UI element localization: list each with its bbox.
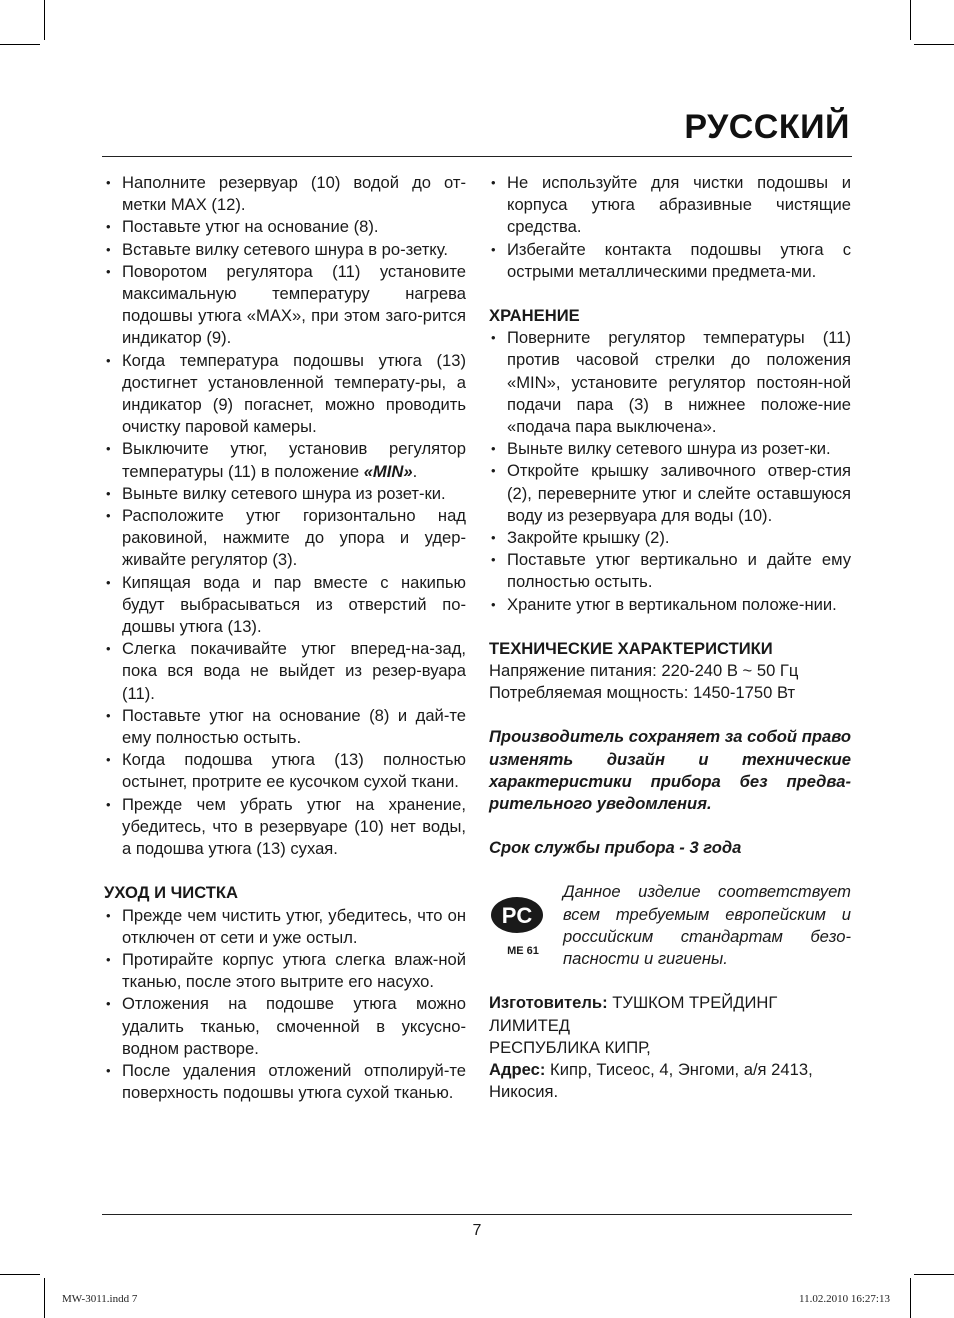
manufacturer-line — [489, 992, 851, 1036]
manufacturer-label: Изготовитель: — [489, 993, 608, 1013]
address-value: Кипр, Тисеос, 4, Энгоми, а/я 2413, Никосия. — [489, 1059, 813, 1102]
list-item: • Выньте вилку сетевого шнура из розет-ки. — [489, 438, 851, 460]
list-item: • Выньте вилку сетевого шнура из розет-ки. — [104, 483, 466, 505]
certification-text: Данное изделие соответствует всем требуемым европейским и российским стандартам безо-пасности и гигиены. — [563, 882, 851, 969]
list-item: • Наполните резервуар (10) водой до от-метки MAX (12). — [104, 172, 466, 216]
list-item: • Отложения на подошве утюга можно удалить тканью, смоченной в уксусно-водном растворе. — [104, 993, 466, 1060]
address-label: Адрес: — [489, 1059, 546, 1079]
cert-code: ME 61 — [507, 944, 539, 957]
certification-block — [489, 881, 851, 970]
address-line — [489, 1059, 851, 1103]
pct-mark-icon — [489, 895, 545, 935]
crop-mark — [0, 1274, 40, 1275]
svg-text:PC: PC — [501, 903, 533, 929]
list-item: • Когда подошва утюга (13) полностью остынет, протрите ее кусочком сухой ткани. — [104, 749, 466, 793]
manufacturer-value: ТУШКОМ ТРЕЙДИНГ ЛИМИТЕД — [489, 993, 778, 1035]
list-item: • Избегайте контакта подошвы утюга с острыми металлическими предмета-ми. — [489, 239, 851, 283]
list-item: • Откройте крышку заливочного отвер-стия (2), переверните утюг и слейте оставшуюся воду из резервуара для воды (10). — [489, 460, 851, 527]
list-item: • Прежде чем убрать утюг на хранение, убедитесь, что в резервуаре (10) нет воды, а подошва утюга (13) сухая. — [104, 794, 466, 861]
footer-timestamp: 11.02.2010 16:27:13 — [799, 1293, 890, 1305]
list-item: • Закройте крышку (2). — [489, 527, 851, 549]
care-list — [104, 905, 466, 1105]
crop-mark — [914, 1274, 954, 1275]
left-column — [104, 172, 466, 1104]
care-heading: УХОД И ЧИСТКА — [104, 883, 239, 903]
list-item: • Поставьте утюг на основание (8). — [104, 216, 466, 238]
list-item: • Кипящая вода и пар вместе с накипью будут выбрасываться из отверстий по-дошвы утюга (13). — [104, 572, 466, 639]
list-item-end: . — [412, 461, 418, 481]
list-item: • Протирайте корпус утюга слегка влаж-ной тканью, после этого вытрите его насухо. — [104, 949, 466, 993]
spec-power: Потребляемая мощность: 1450-1750 Вт — [489, 683, 796, 703]
list-item: • Когда температура подошвы утюга (13) достигнет установленной температу-ры, а индикатор (9) погаснет, можно проводить очистку паровой камеры. — [104, 350, 466, 439]
list-item: • Поворотом регулятора (11) установите максимальную температуру нагрева подошвы утюга «MAX», при этом заго-рится индикатор (9). — [104, 261, 466, 350]
page-title: РУССКИЙ — [684, 108, 850, 146]
footer-file-name: MW-3011.indd 7 — [62, 1293, 138, 1305]
list-item — [104, 438, 466, 482]
page-number: 7 — [472, 1222, 482, 1239]
crop-mark — [914, 44, 954, 45]
list-item: • Поставьте утюг на основание (8) и дай-те ему полностью остыть. — [104, 705, 466, 749]
crop-mark — [44, 1278, 45, 1318]
instructions-list — [104, 172, 466, 860]
list-item: • После удаления отложений отполируй-те поверхность подошвы утюга сухой тканью. — [104, 1060, 466, 1104]
crop-mark — [44, 0, 45, 40]
specs-heading: ТЕХНИЧЕСКИЕ ХАРАКТЕРИСТИКИ — [489, 638, 773, 658]
list-item-text: Выключите утюг, установив регулятор температуры (11) в положение — [122, 439, 466, 481]
crop-mark — [0, 44, 40, 45]
care-list-continued — [489, 172, 851, 283]
header-rule — [102, 156, 852, 157]
crop-mark — [910, 0, 911, 40]
list-item: • Расположите утюг горизонтально над раковиной, нажмите до упора и удер-живайте регулятор (3). — [104, 505, 466, 572]
list-item: • Прежде чем чистить утюг, убедитесь, что он отключен от сети и уже остыл. — [104, 905, 466, 949]
rst-certification-logo — [489, 881, 563, 970]
crop-mark — [910, 1278, 911, 1318]
list-item: • Поверните регулятор температуры (11) против часовой стрелки до положения «MIN», установите регулятор постоян-ной подачи пара (3) в нижнее положе-ние «подача пара выключена». — [489, 327, 851, 438]
manufacturer-rights-note: Производитель сохраняет за собой право изменять дизайн и технические характеристики прибора без предва-рительного уведомления. — [489, 727, 851, 814]
service-life: Срок службы прибора - 3 года — [489, 838, 742, 858]
right-column — [489, 172, 851, 1103]
list-item: • Поставьте утюг вертикально и дайте ему полностью остыть. — [489, 549, 851, 593]
footer-rule — [102, 1214, 852, 1215]
list-item: • Вставьте вилку сетевого шнура в ро-зетку. — [104, 239, 466, 261]
spec-voltage: Напряжение питания: 220-240 В ~ 50 Гц — [489, 661, 799, 681]
min-position-label: «MIN» — [363, 461, 413, 481]
list-item: • Храните утюг в вертикальном положе-нии. — [489, 594, 851, 616]
storage-list — [489, 327, 851, 616]
list-item: • Слегка покачивайте утюг вперед-на-зад, пока вся вода не выйдет из резер-вуара (11). — [104, 638, 466, 705]
storage-heading: ХРАНЕНИЕ — [489, 306, 580, 326]
list-item: • Не используйте для чистки подошвы и корпуса утюга абразивные чистящие средства. — [489, 172, 851, 239]
country: РЕСПУБЛИКА КИПР, — [489, 1037, 651, 1057]
